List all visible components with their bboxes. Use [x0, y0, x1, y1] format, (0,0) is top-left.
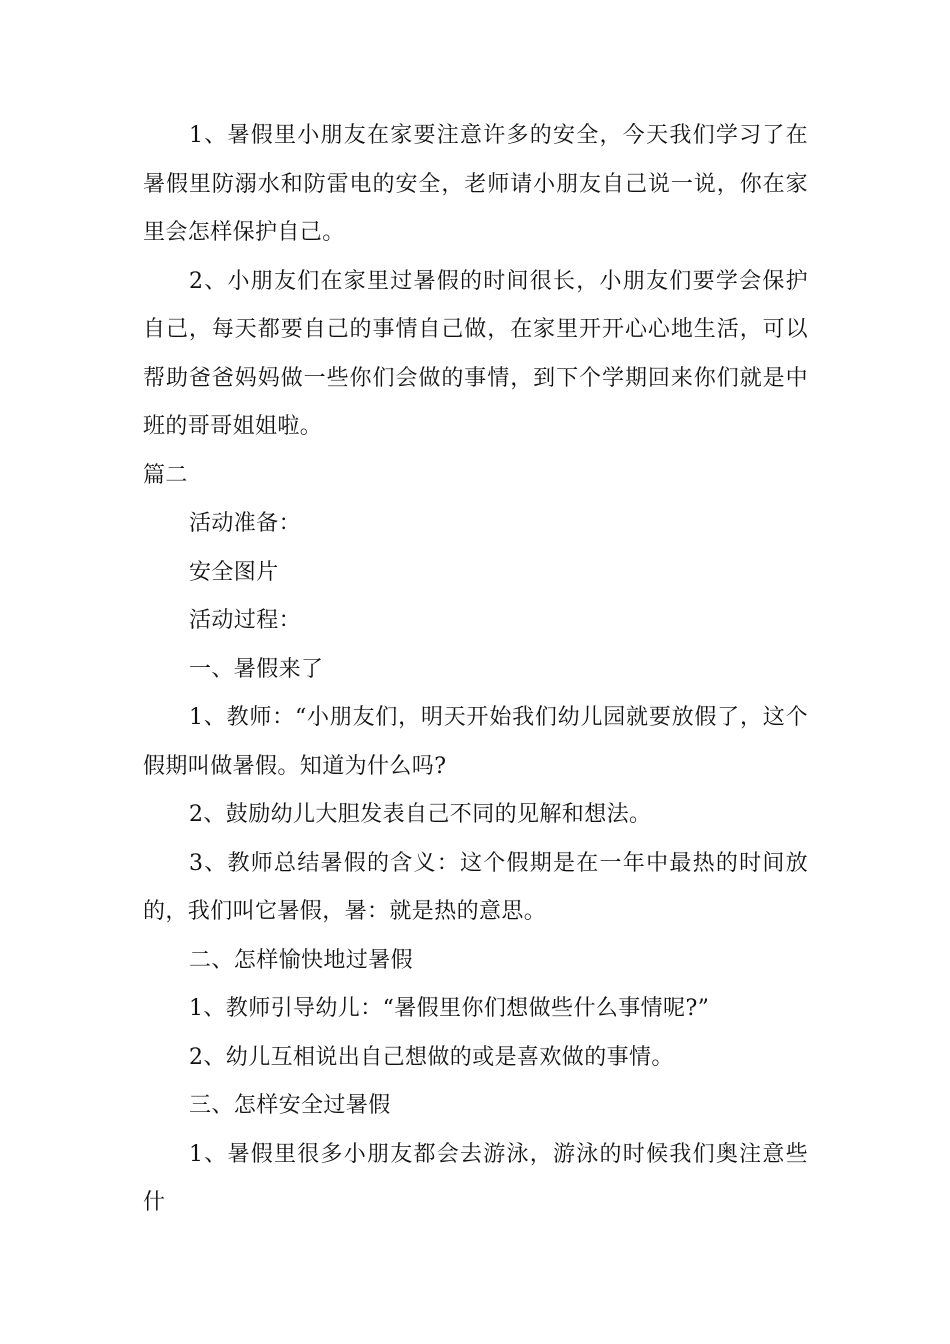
list-item: 1、教师引导幼儿：“暑假里你们想做些什么事情呢?”: [189, 996, 710, 1021]
step-heading-safe-summer: 三、怎样安全过暑假: [189, 1093, 391, 1118]
document-body: [143, 112, 808, 1228]
list-item: 1、教师：“小朋友们，明天开始我们幼儿园就要放假了，这个假期叫做暑假。知道为什么吗?: [143, 705, 808, 779]
list-item: 3、教师总结暑假的含义：这个假期是在一年中最热的时间放的，我们叫它暑假，暑：就是热的意思。: [143, 850, 808, 924]
list-item: 2、鼓励幼儿大胆发表自己不同的见解和想法。: [189, 802, 652, 827]
paragraph-safety-summary-2: 2、小朋友们在家里过暑假的时间很长，小朋友们要学会保护自己，每天都要自己的事情自己做，在家里开开心心地生活，可以帮助爸爸妈妈做一些你们会做的事情，到下个学期回来你们就是中班的哥哥姐姐啦。: [143, 268, 808, 439]
step-heading-happy-summer: 二、怎样愉快地过暑假: [189, 947, 414, 973]
step-heading-summer-arrives: 一、暑假来了: [189, 656, 324, 682]
list-item: 1、暑假里很多小朋友都会去游泳，游泳的时候我们奥注意些什: [143, 1141, 808, 1215]
paragraph-safety-summary-1: 1、暑假里小朋友在家要注意许多的安全，今天我们学习了在暑假里防溺水和防雷电的安全，老师请小朋友自己说一说，你在家里会怎样保护自己。: [143, 123, 808, 245]
section-heading-part-two: 篇二: [143, 462, 188, 488]
list-item: 2、幼儿互相说出自己想做的或是喜欢做的事情。: [189, 1044, 674, 1070]
activity-preparation-item: 安全图片: [189, 559, 279, 585]
activity-process-label: 活动过程：: [189, 608, 302, 633]
activity-preparation-label: 活动准备：: [189, 511, 302, 536]
